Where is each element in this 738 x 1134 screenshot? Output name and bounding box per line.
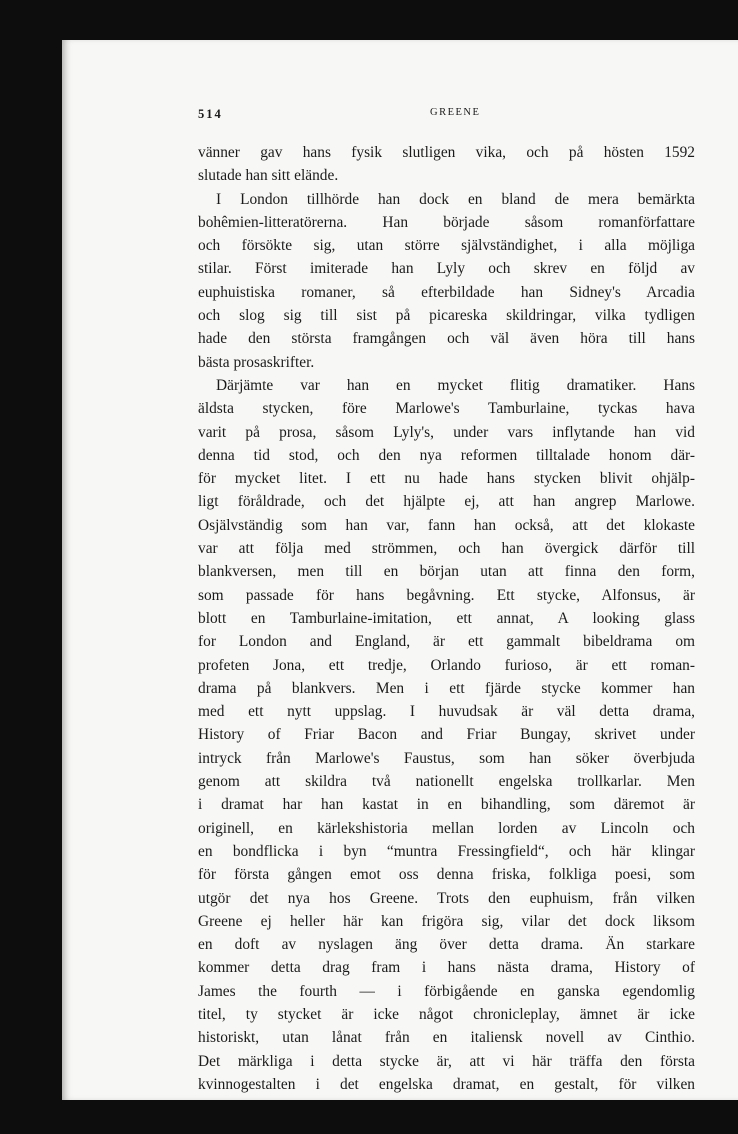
text-line: en bondflicka i byn “muntra Fressingfield“, och här klingar bbox=[198, 842, 695, 860]
text-line: äldsta stycken, före Marlowe's Tamburlaine, tyckas hava bbox=[198, 400, 695, 418]
text-line: och slog sig till sist på picareska skildringar, vilka tydligen bbox=[198, 307, 695, 325]
text-line: med ett nytt uppslag. I huvudsak är väl detta drama, bbox=[198, 703, 695, 721]
text-line: blankversen, men till en början utan att finna den form, bbox=[198, 563, 695, 581]
text-line: for London and England, är ett gammalt bibeldrama om bbox=[198, 633, 695, 651]
text-line: varit på prosa, såsom Lyly's, under vars inflytande han vid bbox=[198, 423, 695, 441]
text-line: vänner gav hans fysik slutligen vika, och på hösten 1592 bbox=[198, 144, 695, 161]
text-line: kvinnogestalten i det engelska dramat, en gestalt, för vilken bbox=[198, 1075, 695, 1093]
text-line: hade den största framgången och väl även höra till hans bbox=[198, 330, 695, 348]
text-line: ligt föråldrade, och det hjälpte ej, att han angrep Marlowe. bbox=[198, 493, 695, 511]
text-line: History of Friar Bacon and Friar Bungay, skrivet under bbox=[198, 726, 695, 744]
body-text bbox=[198, 141, 695, 1096]
text-line: slutade han sitt elände. bbox=[198, 167, 339, 185]
text-line: utgör det nya hos Greene. Trots den euphuism, från vilken bbox=[198, 889, 695, 907]
page-header bbox=[198, 107, 598, 127]
text-line: Greene ej heller här kan frigöra sig, vilar det dock liksom bbox=[198, 912, 695, 930]
text-line: intryck från Marlowe's Faustus, som han söker överbjuda bbox=[198, 749, 695, 767]
text-line: stilar. Först imiterade han Lyly och skrev en följd av bbox=[198, 260, 695, 278]
text-line: blott en Tamburlaine-imitation, ett annat, A looking glass bbox=[198, 609, 695, 627]
running-head: GREENE bbox=[430, 107, 481, 118]
text-line: I London tillhörde han dock en bland de mera bemärkta bbox=[216, 190, 695, 208]
text-line: drama på blankvers. Men i ett fjärde stycke kommer han bbox=[198, 679, 695, 697]
text-line: Det märkliga i detta stycke är, att vi här träffa den första bbox=[198, 1052, 695, 1070]
text-line: var att följa med strömmen, och han övergick därför till bbox=[198, 540, 695, 558]
text-line: profeten Jona, ett tredje, Orlando furioso, är ett roman- bbox=[198, 656, 695, 674]
text-line: genom att skildra två nationellt engelska trollkarlar. Men bbox=[198, 773, 695, 791]
text-line: i dramat har han kastat in en bihandling, som däremot är bbox=[198, 796, 695, 814]
text-line: för första gången emot oss denna friska, folkliga poesi, som bbox=[198, 866, 695, 884]
text-line: bästa prosaskrifter. bbox=[198, 353, 315, 371]
text-line: titel, ty stycket är icke något chronicleplay, ämnet är icke bbox=[198, 1005, 695, 1023]
text-line: originell, en kärlekshistoria mellan lorden av Lincoln och bbox=[198, 819, 695, 837]
text-line: som passade för hans begåvning. Ett stycke, Alfonsus, är bbox=[198, 586, 695, 604]
text-line: och försökte sig, utan större självständighet, i alla möjliga bbox=[198, 237, 695, 255]
text-line: euphuistiska romaner, så efterbildade han Sidney's Arcadia bbox=[198, 283, 695, 301]
text-line: kommer detta drag fram i hans nästa drama, History of bbox=[198, 959, 695, 977]
text-line: en doft av nyslagen äng över detta drama. Än starkare bbox=[198, 936, 695, 954]
text-line: för mycket litet. I ett nu hade hans stycken blivit ohjälp- bbox=[198, 470, 695, 488]
page-number: 514 bbox=[198, 107, 223, 121]
text-line: Osjälvständig som han var, fann han också, att det klokaste bbox=[198, 516, 695, 534]
text-line: denna tid stod, och den nya reformen tilltalade honom där- bbox=[198, 446, 695, 464]
text-line: historiskt, utan lånat från en italiensk novell av Cinthio. bbox=[198, 1029, 695, 1047]
book-page bbox=[62, 40, 738, 1100]
text-line: Därjämte var han en mycket flitig dramatiker. Hans bbox=[216, 376, 695, 394]
text-line: bohêmien-litteratörerna. Han började såsom romanförfattare bbox=[198, 213, 695, 231]
text-line: James the fourth — i förbigående en ganska egendomlig bbox=[198, 982, 695, 1000]
